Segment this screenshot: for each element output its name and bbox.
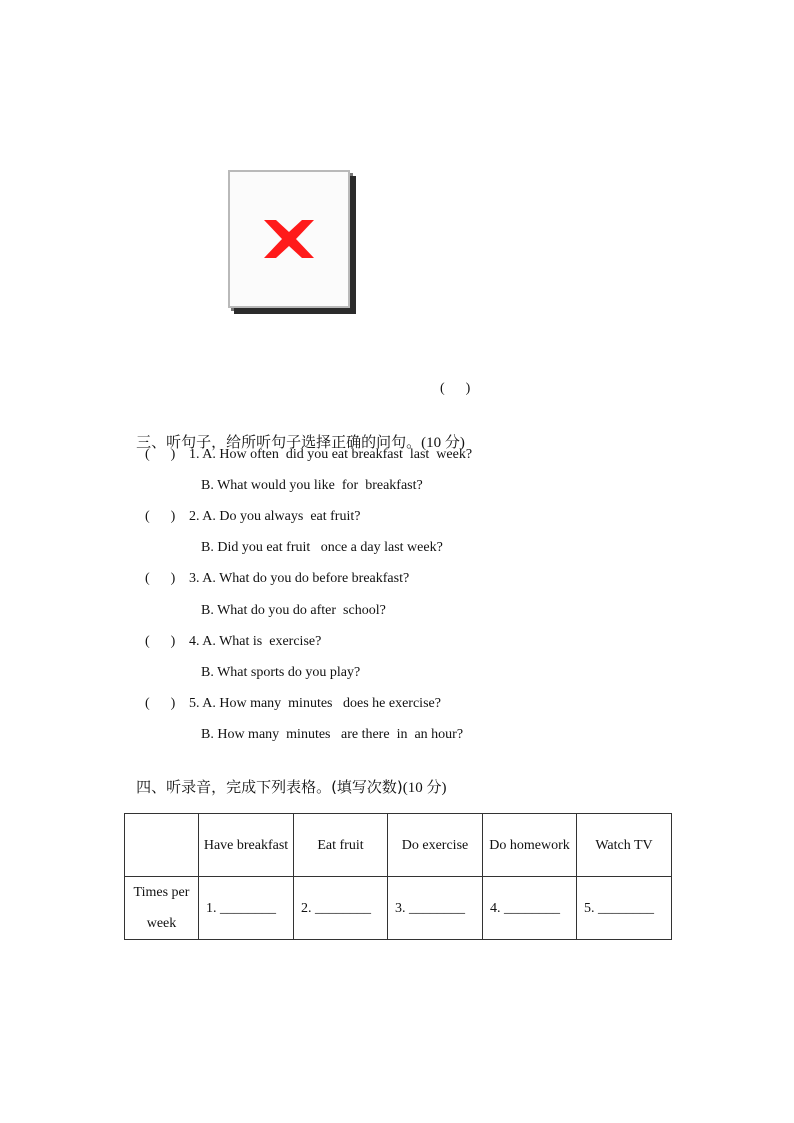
table-header-cell: Eat fruit (294, 814, 388, 877)
option-b: B. What would you like for breakfast? (201, 478, 423, 493)
question-2 (145, 509, 360, 525)
row-label: Times per week (125, 877, 199, 940)
question-1 (145, 447, 472, 463)
answer-blank-2[interactable]: ( ) (145, 509, 176, 524)
fill-blank-5[interactable]: 5. ________ (577, 877, 672, 940)
question-3 (145, 571, 409, 587)
answer-blank-3[interactable]: ( ) (145, 571, 176, 586)
section3-score: (10 分) (421, 435, 465, 451)
table-header-cell: Have breakfast (199, 814, 294, 877)
table-header-cell: Do homework (483, 814, 577, 877)
option-b: B. What do you do after school? (201, 603, 386, 618)
fill-blank-1[interactable]: 1. ________ (199, 877, 294, 940)
question-number: 2. (189, 509, 200, 524)
question-number: 4. (189, 634, 200, 649)
question-number: 3. (189, 571, 200, 586)
broken-image-x-icon (260, 216, 318, 262)
table-header-row (125, 814, 672, 877)
answer-blank-5[interactable]: ( ) (145, 696, 176, 711)
option-a: A. How often did you eat breakfast last week? (202, 447, 473, 462)
section4-score: (10 分) (402, 780, 447, 796)
question-4 (145, 634, 321, 650)
option-b: B. What sports do you play? (201, 665, 361, 680)
option-b: B. How many minutes are there in an hour? (201, 727, 464, 742)
question-number: 1. (189, 447, 200, 462)
answer-blank-1[interactable]: ( ) (145, 447, 176, 462)
option-a: A. Do you always eat fruit? (202, 509, 361, 524)
table-header-cell: Watch TV (577, 814, 672, 877)
question-5 (145, 696, 441, 712)
section3-title-text: 三、听句子，给所听句子选择正确的问句。 (136, 433, 422, 451)
section4-title-text: 四、听录音，完成下列表格。(填写次数) (136, 778, 403, 796)
frequency-table (124, 813, 672, 940)
table-row (125, 877, 672, 940)
answer-blank-4[interactable]: ( ) (145, 634, 176, 649)
option-b: B. Did you eat fruit once a day last week? (201, 540, 443, 555)
option-a: A. What is exercise? (202, 634, 322, 649)
table-header-cell: Do exercise (388, 814, 483, 877)
option-a: A. How many minutes does he exercise? (202, 696, 441, 711)
section4-title (117, 758, 447, 815)
answer-paren[interactable]: ( ) (440, 381, 471, 396)
fill-blank-4[interactable]: 4. ________ (483, 877, 577, 940)
option-a: A. What do you do before breakfast? (202, 571, 410, 586)
question-number: 5. (189, 696, 200, 711)
table-header-cell (125, 814, 199, 877)
fill-blank-2[interactable]: 2. ________ (294, 877, 388, 940)
broken-image-placeholder (228, 170, 350, 308)
fill-blank-3[interactable]: 3. ________ (388, 877, 483, 940)
